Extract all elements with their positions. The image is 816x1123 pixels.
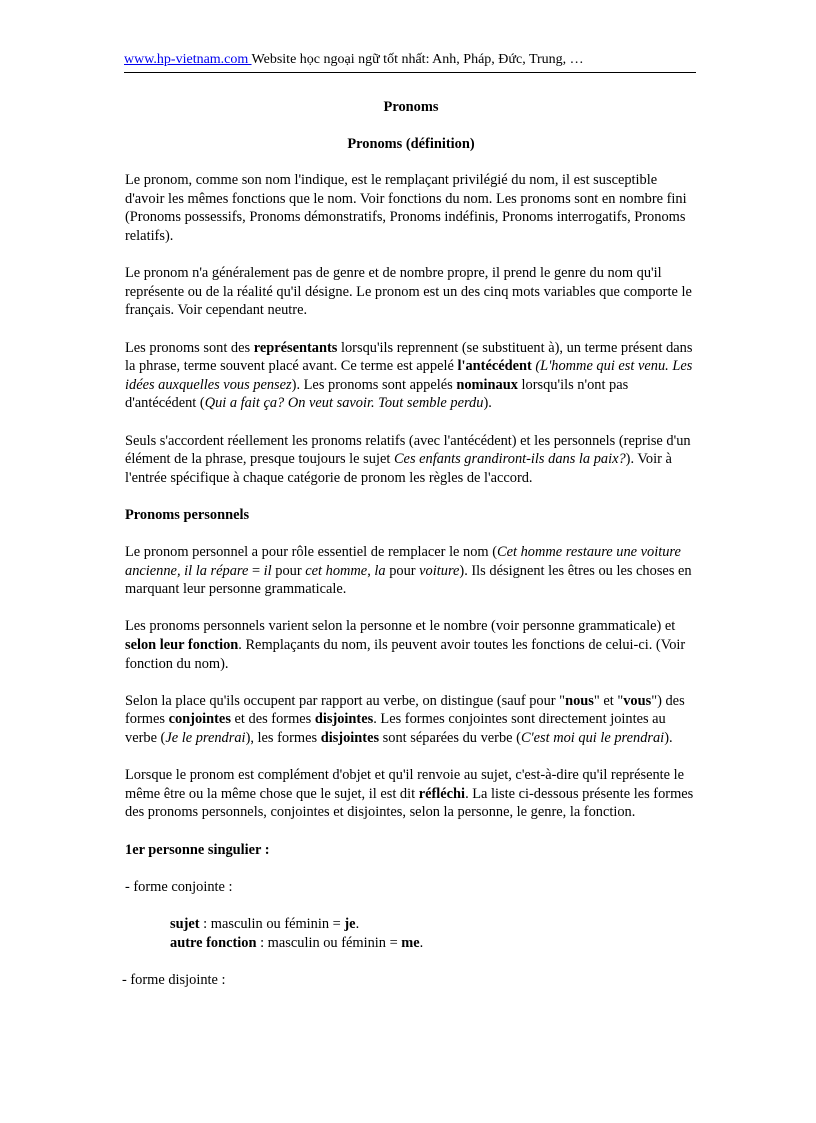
document-body: [122, 98, 697, 1008]
paragraph-variation: Les pronoms personnels varient selon la personne et le nombre (voir personne grammaticale) et selon leur fonction. Remplaçants du nom, ils peuvent avoir toutes les fonctions de celui-ci. (Voir fonction du nom).: [125, 618, 686, 672]
paragraph-genre: Le pronom n'a généralement pas de genre et de nombre propre, il prend le genre du nom qu'il représente ou de la réalité qu'il désigne. Le pronom est un des cinq mots variables que comporte le français. Voir cependant neutre.: [125, 265, 692, 319]
paragraph-reflechi: Lorsque le pronom est complément d'objet et qu'il renvoie au sujet, c'est-à-dire qu'il représente le même être ou la même chose que le sujet, il est dit réfléchi. La liste ci-dessous présente les formes des pronoms personnels, conjointes et disjointes, selon la personne, le genre, la fonction.: [125, 767, 694, 821]
paragraph-role: Le pronom personnel a pour rôle essentiel de remplacer le nom (Cet homme restaure une voiture ancienne, il la répare = il pour cet homme, la pour voiture). Ils désignent les êtres ou les choses en marquant leur personne grammaticale.: [125, 544, 692, 598]
page-subtitle: Pronoms (définition): [347, 135, 475, 152]
page-title: Pronoms: [383, 99, 439, 115]
list-item: autre fonction : masculin ou féminin = me.: [170, 934, 424, 951]
site-link[interactable]: www.hp-vietnam.com: [124, 52, 252, 67]
paragraph-accord: Seuls s'accordent réellement les pronoms relatifs (avec l'antécédent) et les personnels (reprise d'un élément de la phrase, presque toujours le sujet Ces enfants grandiront-ils dans la paix?). Voir à l'entrée spécifique à chaque catégorie de pronom les règles de l'accord.: [125, 432, 691, 486]
list-item: sujet : masculin ou féminin = je.: [170, 915, 360, 932]
page-header: [124, 51, 696, 73]
label-forme-disjointe: - forme disjointe :: [122, 971, 226, 988]
paragraph-definition: Le pronom, comme son nom l'indique, est le remplaçant privilégié du nom, il est susceptible d'avoir les mêmes fonctions que le nom. Voir fonctions du nom. Les pronoms sont en nombre fini (Pronoms possessifs, Pronoms démonstratifs, Pronoms indéfinis, Pronoms interrogatifs, Pronoms relatifs).: [125, 172, 687, 244]
section-heading-personnels: Pronoms personnels: [125, 506, 250, 523]
section-heading-1re-personne: 1er personne singulier :: [125, 841, 270, 858]
list-forme-conjointe: [125, 915, 697, 952]
label-forme-conjointe: - forme conjointe :: [125, 878, 233, 895]
paragraph-representants: Les pronoms sont des représentants lorsqu'ils reprennent (se substituent à), un terme présent dans la phrase, terme souvent placé avant. Ce terme est appelé l'antécédent (L'homme qui est venu. Les idées auxquelles vous pensez). Les pronoms sont appelés nominaux lorsqu'ils n'ont pas d'antécédent (Qui a fait ça? On veut savoir. Tout semble perdu).: [125, 339, 693, 412]
header-tagline: Website học ngoại ngữ tốt nhất: Anh, Pháp, Đức, Trung, …: [251, 52, 584, 67]
paragraph-formes: Selon la place qu'ils occupent par rapport au verbe, on distingue (sauf pour "nous" et "vous") des formes conjointes et des formes disjointes. Les formes conjointes sont directement jointes au verbe (Je le prendrai), les formes disjointes sont séparées du verbe (C'est moi qui le prendrai).: [125, 692, 685, 746]
